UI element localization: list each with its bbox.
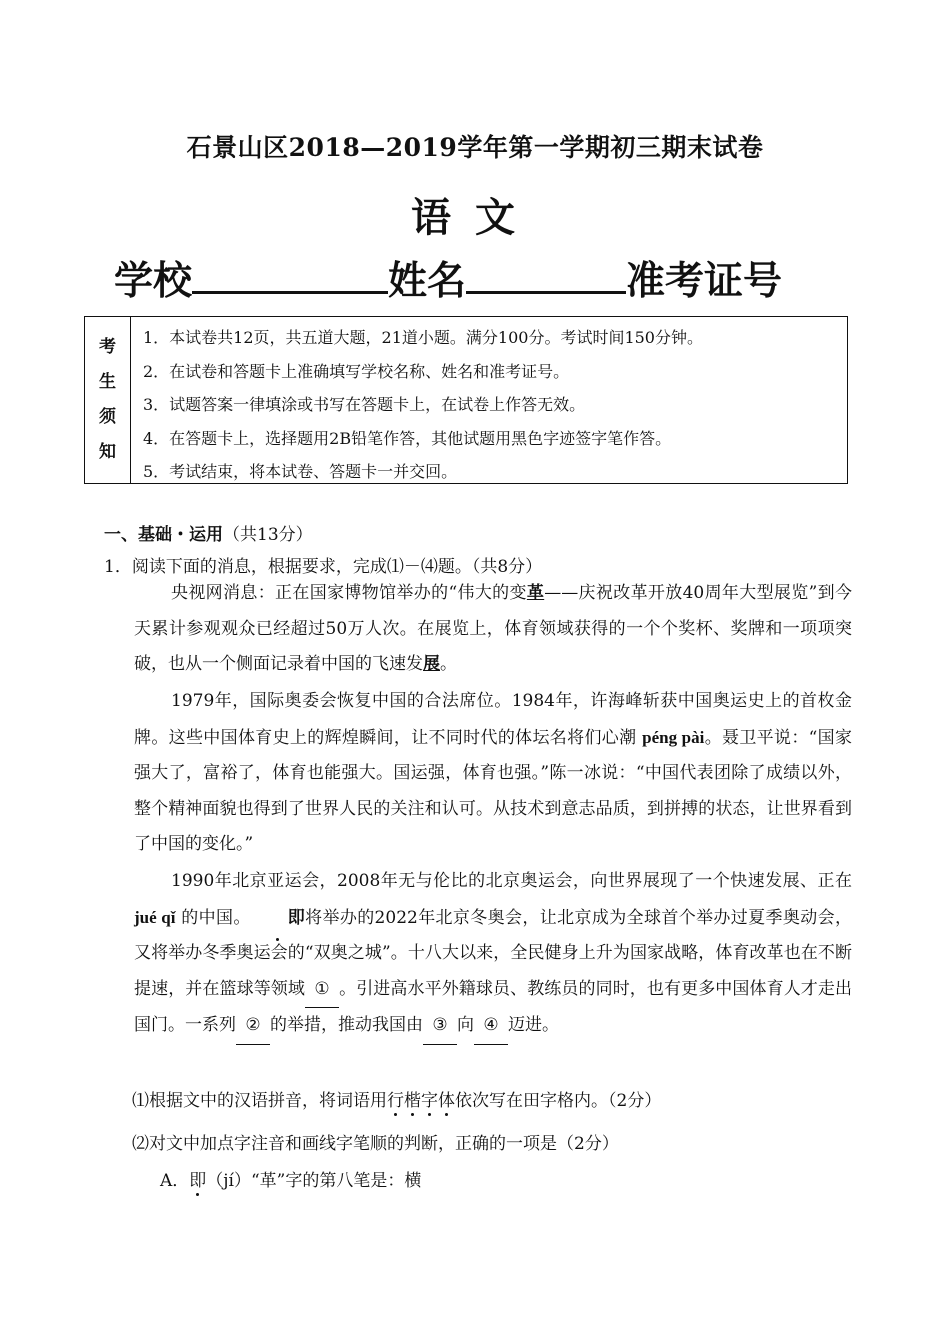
text-run: 。引进高水平外籍球员、教练员的同时，也有更多中国体育人才走出国门。一系列	[134, 978, 852, 1035]
school-blank[interactable]	[192, 253, 388, 294]
sub-question-2: ⑵对文中加点字注音和画线字笔顺的判断，正确的一项是（2分）	[132, 1134, 619, 1154]
answer-blank[interactable]: ④	[474, 1008, 508, 1045]
exam-title: 石景山区2018—2019学年第一学期初三期末试卷	[186, 133, 764, 162]
sub-question-1	[132, 1086, 661, 1111]
answer-blank[interactable]: ③	[423, 1008, 457, 1045]
school-label: 学校	[114, 258, 193, 304]
option-text: （jí）“革”字的第八笔是：横	[206, 1171, 422, 1191]
section-heading	[104, 520, 313, 545]
text-run: 1990年北京亚运会，2008年无与伦比的北京奥运会，向世界展现了一个快速发展、正在	[171, 871, 852, 891]
dotted-char: 楷	[404, 1086, 421, 1111]
text-run: 。	[440, 654, 457, 674]
question-1-stem: 1．阅读下面的消息，根据要求，完成⑴－⑷题。（共8分）	[104, 557, 543, 577]
notice-head-char: 生	[99, 372, 116, 392]
subject-title: 语文	[411, 194, 539, 241]
notice-item: 5．考试结束，将本试卷、答题卡一并交回。	[143, 462, 458, 481]
dotted-char: 即	[189, 1166, 206, 1191]
text-run: ——庆祝改革开放40周年大型展览”到今天累计参观观众已经超过50万人次。在展览上，体育领域获得的一个个奖杯、奖牌和一项项突破，也从一个侧面记录着中国的飞速发	[134, 583, 852, 674]
text-run: 1979年，国际奥委会恢复中国的合法席位。1984年，许海峰斩获中国奥运史上的首枚金牌。这些中国体育史上的辉煌瞬间，让不同时代的体坛名将们心潮	[134, 691, 852, 748]
pinyin: jué qǐ	[134, 907, 176, 927]
name-label: 姓名	[388, 258, 467, 304]
notice-item: 2．在试卷和答题卡上准确填写学校名称、姓名和准考证号。	[143, 361, 570, 381]
dotted-char: 行	[387, 1086, 404, 1111]
notice-head-char: 须	[99, 407, 116, 427]
text-run: 央视网消息：正在国家博物馆举办的“伟大的变	[171, 583, 527, 603]
underlined-char: 展	[423, 654, 440, 674]
section-title: 一、基础・运用	[104, 525, 223, 545]
id-label: 准考证号	[626, 258, 783, 304]
passage-paragraph-1	[134, 576, 852, 683]
underlined-char: 革	[526, 583, 545, 603]
notice-head-char: 考	[99, 337, 116, 357]
notice-item: 1．本试卷共12页，共五道大题，21道小题。满分100分。考试时间150分钟。	[143, 328, 703, 347]
passage-paragraph-3	[134, 864, 852, 1045]
notice-head-char: 知	[99, 442, 116, 462]
notice-head	[85, 317, 131, 483]
name-blank[interactable]	[466, 253, 626, 294]
text-run: 的中国。	[175, 907, 251, 928]
dotted-char: 体	[438, 1086, 455, 1111]
notice-box	[84, 316, 848, 484]
text-run: ⑴根据文中的汉语拼音，将词语用	[132, 1091, 387, 1111]
passage-paragraph-2	[134, 684, 852, 863]
notice-items	[143, 321, 841, 489]
option-letter: A．	[160, 1171, 190, 1191]
dotted-char: 字	[421, 1086, 438, 1111]
text-run: 将举办的2022年北京冬奥会，让北京成为全球首个举办过夏季奥动会，又将举办冬季奥运会的“双奥之城”。十八大以来，全民健身上升为国家战略，体育改革也在不断提速，并在篮球等领域	[134, 907, 853, 999]
text-run: 的举措，推动我国由	[270, 1015, 423, 1035]
pinyin: péng pài	[642, 727, 705, 747]
answer-blank[interactable]: ①	[305, 972, 339, 1009]
text-run: 向	[457, 1015, 474, 1035]
notice-item: 4．在答题卡上，选择题用2B铅笔作答，其他试题用黑色字迹签字笔作答。	[143, 428, 672, 448]
option-a[interactable]	[160, 1166, 421, 1191]
text-run: 依次写在田字格内。（2分）	[455, 1091, 662, 1111]
dotted-char: 即	[251, 901, 305, 937]
section-score: （共13分）	[223, 525, 313, 545]
notice-item: 3．试题答案一律填涂或书写在答题卡上，在试卷上作答无效。	[143, 395, 586, 414]
student-info-line	[114, 250, 782, 306]
text-run: 迈进。	[508, 1015, 559, 1035]
text-run: 。聂卫平说：“国家强大了，富裕了，体育也能强大。国运强，体育也强。”陈一冰说：“中国代表团除了成绩以外，整个精神面貌也得到了世界人民的关注和认可。从技术到意志品质，到拼搏的状态，让世界看到了中国的变化。”	[134, 727, 852, 854]
answer-blank[interactable]: ②	[236, 1008, 270, 1045]
